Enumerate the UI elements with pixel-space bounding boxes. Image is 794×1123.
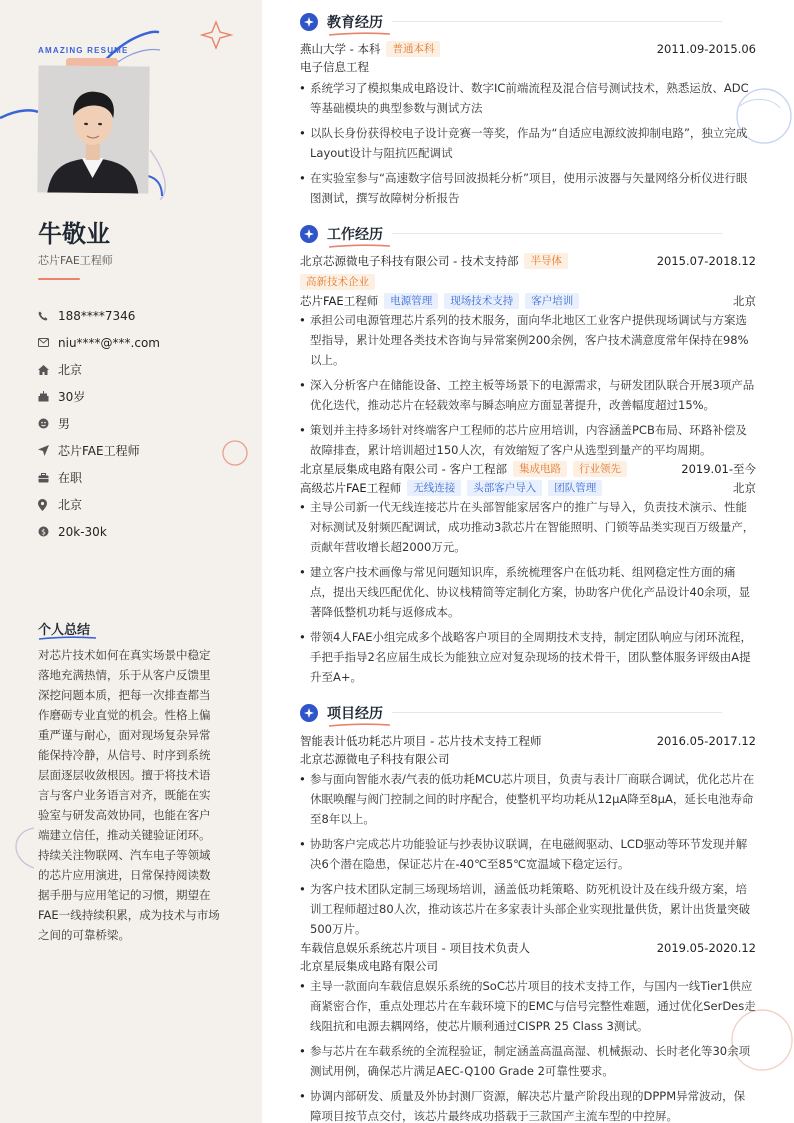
project-company: 北京星辰集成电路有限公司 [300, 959, 438, 973]
salary-icon [38, 526, 58, 537]
resume-badge: AMAZING RESUME [38, 46, 129, 55]
project-name: 车载信息娱乐系统芯片项目 - 项目技术负责人 [300, 940, 530, 955]
location-icon [38, 499, 58, 511]
avatar [37, 65, 149, 193]
contact-value: 芯片FAE工程师 [58, 444, 140, 458]
person-role: 芯片FAE工程师 [38, 254, 113, 267]
person-name: 牛敬业 [38, 220, 110, 248]
section-rule [392, 21, 722, 22]
work-job-1 [300, 251, 756, 460]
svg-text:$: $ [41, 527, 46, 537]
gender-icon [38, 418, 58, 429]
school-name: 燕山大学 - 本科 [300, 41, 381, 56]
job-bullet: • 承担公司电源管理芯片系列的技术服务，面向华北地区工业客户提供现场调试与方案选型指导，累计处理各类技术咨询与异常案例200余例，客户技术满意度常年保持在98%以上。 [300, 310, 756, 370]
work-job-2 [300, 459, 756, 687]
section-underline [328, 243, 392, 249]
contact-salary [38, 518, 248, 545]
contact-target-role [38, 437, 248, 464]
section-underline [328, 31, 392, 37]
skill-tag: 头部客户导入 [467, 480, 542, 496]
phone-icon [38, 311, 58, 321]
skill-tag: 客户培训 [525, 293, 579, 309]
section-rule [392, 712, 722, 713]
section-title: 教育经历 [327, 15, 383, 31]
major: 电子信息工程 [300, 60, 369, 74]
education-bullet: • 在实验室参与“高速数字信号回波损耗分析”项目，使用示波器与矢量网络分析仪进行眼图测试，撰写故障树分析报告 [300, 168, 756, 208]
skill-tag: 电源管理 [384, 293, 438, 309]
contact-value: niu****@***.com [58, 335, 160, 350]
section-projects-header [300, 703, 383, 723]
contact-gender [38, 410, 248, 437]
company-tag: 半导体 [524, 253, 568, 269]
job-bullet: • 策划并主持多场针对终端客户工程师的芯片应用培训，内容涵盖PCB布局、环路补偿及故障排查，累计培训超过150人次，有效缩短了客户从选型到量产的平均周期。 [300, 420, 756, 460]
job-position-row [300, 291, 756, 310]
job-bullet: • 主导公司新一代无线连接芯片在头部智能家居客户的推广与导入，负责技术演示、性能对标测试及射频匹配调试，成功推动3款芯片在智能照明、门锁等品类实现百万级量产，贡献年营收增长超2000万元。 [300, 497, 756, 557]
contact-value: 北京 [58, 498, 83, 512]
job-bullet: • 建立客户技术画像与常见问题知识库，系统梳理客户在低功耗、组网稳定性方面的痛点，提出天线匹配优化、协议栈精简等定制化方案，协助客户优化产品设计40余项，显著降低整机功耗与返修成本。 [300, 562, 756, 622]
section-education-header [300, 12, 383, 32]
project-date: 2016.05-2017.12 [656, 733, 756, 748]
job-position: 高级芯片FAE工程师 [300, 480, 402, 495]
project-bullet: • 参与芯片在车载系统的全流程验证，制定涵盖高温高湿、机械振动、长时老化等30余项测试用例，确保芯片满足AEC-Q100 Grade 2可靠性要求。 [300, 1041, 756, 1081]
briefcase-icon [38, 473, 58, 483]
project-company: 北京芯源微电子科技有限公司 [300, 752, 450, 766]
company-tag: 集成电路 [513, 461, 567, 477]
contact-value: 20k-30k [58, 524, 107, 539]
section-underline [328, 722, 392, 728]
job-bullet: • 深入分析客户在储能设备、工控主板等场景下的电源需求，与研发团队联合开展3项产品优化迭代，推动芯片在轻载效率与瞬态响应方面显著提升，改善幅度超过15%。 [300, 375, 756, 415]
project-header-row [300, 731, 756, 750]
job-header-row [300, 251, 756, 270]
main-content [262, 0, 794, 1123]
avatar-illustration [37, 65, 149, 193]
project-1 [300, 731, 756, 939]
company-name: 北京星辰集成电路有限公司 - 客户工程部 [300, 461, 507, 476]
skill-tag: 现场技术支持 [444, 293, 519, 309]
contact-location [38, 491, 248, 518]
project-name: 智能表计低功耗芯片项目 - 芯片技术支持工程师 [300, 733, 542, 748]
section-rule [392, 233, 722, 234]
project-bullet: • 主导一款面向车载信息娱乐系统的SoC芯片项目的技术支持工作，与国内一线Tier1供应商紧密合作，重点处理芯片在车载环境下的EMC与信号完整性难题，通过优化SerDes走线阻抗和电源去耦网络，使芯片顺利通过CISPR 25 Class 3测试。 [300, 976, 756, 1036]
contact-list [38, 302, 248, 545]
job-bullet: • 带领4人FAE小组完成多个战略客户项目的全周期技术支持，制定团队响应与闭环流程，手把手指导2名应届生成长为能独立应对复杂现场的技术骨干，团队整体服务评级由A提升至A+。 [300, 627, 756, 687]
education-bullet: • 以队长身份获得校电子设计竞赛一等奖，作品为“自适应电源纹波抑制电路”，独立完成Layout设计与阻抗匹配调试 [300, 123, 756, 163]
contact-email [38, 329, 248, 356]
star-badge-icon [300, 704, 318, 722]
skill-tag: 无线连接 [407, 480, 461, 496]
role-underline [38, 278, 80, 280]
star-badge-icon [300, 225, 318, 243]
cake-icon [38, 391, 58, 402]
project-bullet: • 为客户技术团队定制三场现场培训，涵盖低功耗策略、防死机设计及在线升级方案，培训工程师超过80人次，推动该芯片在多家表计头部企业实现批量供货，累计出货量突破500万片。 [300, 879, 756, 939]
job-city: 北京 [733, 480, 756, 495]
contact-value: 北京 [58, 363, 83, 377]
education-bullet: • 系统学习了模拟集成电路设计、数字IC前端流程及混合信号测试技术，熟悉运放、ADC等基础模块的典型参数与测试方法 [300, 78, 756, 118]
school-tag: 普通本科 [386, 41, 440, 57]
company-tag: 行业领先 [573, 461, 627, 477]
contact-value: 188****7346 [58, 308, 136, 323]
project-date: 2019.05-2020.12 [656, 940, 756, 955]
contact-status [38, 464, 248, 491]
contact-value: 30岁 [58, 390, 86, 404]
education-block [300, 39, 756, 208]
contact-phone [38, 302, 248, 329]
contact-age [38, 383, 248, 410]
project-bullet: • 参与面向智能水表/气表的低功耗MCU芯片项目，负责与表计厂商联合调试，优化芯片在休眠唤醒与阀门控制之间的时序配合，使整机平均功耗从12μA降至8μA，延长电池寿命至8年以上。 [300, 769, 756, 829]
company-name: 北京芯源微电子科技有限公司 - 技术支持部 [300, 253, 519, 268]
project-2 [300, 938, 756, 1123]
project-bullet: • 协调内部研发、质量及外协封测厂资源，解决芯片量产阶段出现的DPPM异常波动，保障项目按节点交付，该芯片最终成功搭载于三款国产主流车型的中控屏。 [300, 1086, 756, 1123]
job-position-row [300, 478, 756, 497]
education-date: 2011.09-2015.06 [656, 41, 756, 56]
company-tag: 高新技术企业 [300, 274, 375, 290]
section-title: 工作经历 [327, 227, 383, 243]
project-header-row [300, 938, 756, 957]
summary-underline [38, 635, 98, 641]
contact-home [38, 356, 248, 383]
job-date: 2015.07-2018.12 [656, 253, 756, 268]
job-position: 芯片FAE工程师 [300, 293, 379, 308]
sidebar [0, 0, 262, 1123]
section-work-header [300, 224, 383, 244]
send-icon [38, 445, 58, 456]
contact-value: 男 [58, 417, 71, 431]
project-bullet: • 协助客户完成芯片功能验证与抄表协议联调，在电磁阀驱动、LCD驱动等环节发现并解决6个潜在隐患，保证芯片在-40℃至85℃宽温域下稳定运行。 [300, 834, 756, 874]
mail-icon [38, 338, 58, 347]
education-header-row [300, 39, 756, 58]
job-date: 2019.01-至今 [681, 461, 756, 476]
summary-title: 个人总结 [38, 623, 91, 638]
star-badge-icon [300, 13, 318, 31]
home-icon [38, 365, 58, 375]
job-header-row [300, 459, 756, 478]
summary-text: 对芯片技术如何在真实场景中稳定落地充满热情，乐于从客户反馈里深挖问题本质，把每一次排查都当作磨砺专业直觉的机会。性格上偏重严谨与耐心，面对现场复杂异常能保持冷静，从信号、时序到系统层面逐层收敛根因。擅于将技术语言与客户业务语言对齐，既能在实验室与研发高效协同，也能在客户端建立信任，推动关键验证闭环。持续关注物联网、汽车电子等领域的芯片应用演进，日常保持阅读数据手册与应用笔记的习惯，期望在FAE一线持续积累，成为技术与市场之间的可靠桥梁。 [38, 648, 220, 942]
skill-tag: 团队管理 [548, 480, 602, 496]
contact-value: 在职 [58, 471, 83, 485]
section-title: 项目经历 [327, 706, 383, 722]
job-tag-row [300, 272, 756, 291]
job-city: 北京 [733, 293, 756, 308]
